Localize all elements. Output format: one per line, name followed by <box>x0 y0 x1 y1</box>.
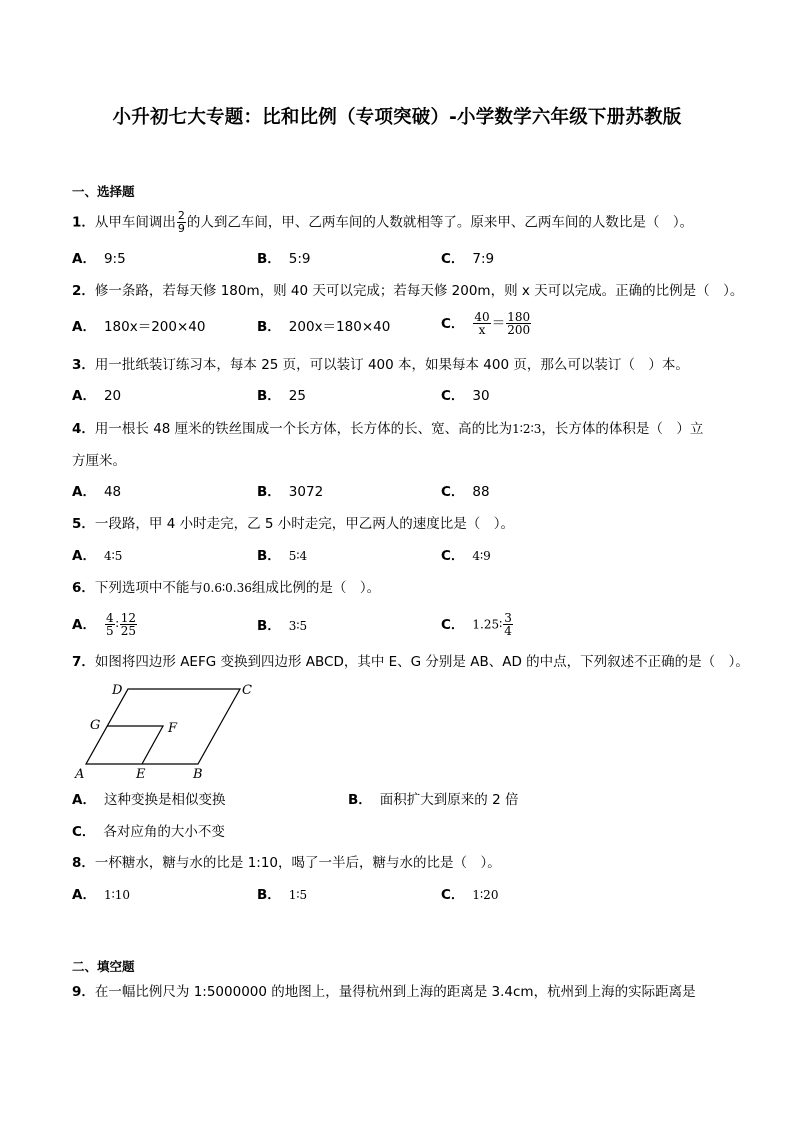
question-8 <box>72 853 501 873</box>
ratio: 1∶2∶3 <box>512 422 542 436</box>
option-text: 88 <box>472 484 490 500</box>
option-b[interactable] <box>257 482 323 502</box>
option-label: C． <box>441 548 465 564</box>
option-label: C． <box>441 388 465 404</box>
option-text: 面积扩大到原来的 2 倍 <box>379 792 519 808</box>
option-b[interactable] <box>257 249 311 269</box>
option-label: C． <box>441 251 465 267</box>
question-text: 一段路，甲 4 小时走完，乙 5 小时走完，甲乙两人的速度比是（ ）。 <box>94 516 514 532</box>
question-number: 9． <box>72 984 95 1000</box>
option-text: 4∶5 <box>103 549 123 563</box>
fraction-numerator: 40 <box>474 310 490 324</box>
option-a[interactable] <box>72 249 126 269</box>
option-text: 各对应角的大小不变 <box>103 824 225 840</box>
option-text: 这种变换是相似变换 <box>103 792 226 808</box>
option-label: A． <box>72 548 96 564</box>
question-text: 组成比例的是（ ）。 <box>251 580 381 596</box>
question-number: 3． <box>72 357 95 373</box>
option-text: 1∶5 <box>288 888 308 902</box>
question-text: 修一条路，若每天修 180m，则 40 天可以完成；若每天修 200m，则 x 天可以完成。正确的比例是（ ）。 <box>94 283 744 299</box>
question-4-continued: 方厘米。 <box>72 453 126 469</box>
option-c[interactable] <box>441 612 514 637</box>
option-label: C． <box>441 315 465 332</box>
option-b[interactable] <box>257 317 390 337</box>
fraction-numerator: 12 <box>120 611 136 625</box>
option-label: A． <box>72 484 96 500</box>
question-5 <box>72 514 514 534</box>
option-label: C． <box>72 824 96 840</box>
option-label: A． <box>72 319 96 335</box>
option-text: 5:9 <box>288 251 311 267</box>
question-text: 用一根长 48 厘米的铁丝围成一个长方体，长方体的长、宽、高的比为 <box>94 421 513 437</box>
option-c[interactable] <box>441 482 490 502</box>
fraction-denominator: 25 <box>120 624 136 638</box>
fraction-numerator: 4 <box>105 611 114 625</box>
option-label: A． <box>72 887 96 903</box>
vertex-label-f: F <box>168 721 178 736</box>
fraction-denominator: x <box>478 323 486 337</box>
option-label: B． <box>257 484 281 500</box>
option-text: 1∶10 <box>103 888 130 902</box>
question-number: 2． <box>72 283 95 299</box>
option-b[interactable] <box>348 790 518 810</box>
question-text: 从甲车间调出 <box>94 214 176 231</box>
vertex-label-g: G <box>90 718 101 733</box>
equals-sign: ＝ <box>491 315 506 332</box>
option-a[interactable] <box>72 317 205 337</box>
option-c[interactable] <box>72 822 225 842</box>
option-text: 48 <box>103 484 122 500</box>
option-text: 25 <box>288 388 306 404</box>
question-text: 如图将四边形 AEFG 变换到四边形 ABCD，其中 E、G 分别是 AB、AD 的中点，下列叙述不正确的是（ ）。 <box>94 654 749 670</box>
option-label: C． <box>441 887 465 903</box>
question-number: 1． <box>72 214 95 231</box>
option-label: B． <box>257 887 281 903</box>
question-text: 的人到乙车间，甲、乙两车间的人数就相等了。原来甲、乙两车间的人数比是（ ）。 <box>186 214 694 231</box>
fraction-denominator: 4 <box>504 624 512 638</box>
option-text: 180x＝200×40 <box>103 319 206 335</box>
question-number: 4． <box>72 421 95 437</box>
option-label: B． <box>257 388 281 404</box>
question-number: 6． <box>72 580 95 596</box>
option-text: 1.25∶ <box>472 617 503 632</box>
ratio-colon: ∶ <box>115 617 119 632</box>
option-label: A． <box>72 792 96 808</box>
vertex-label-c: C <box>242 683 252 698</box>
question-3 <box>72 355 689 375</box>
fraction <box>105 612 115 637</box>
option-a[interactable] <box>72 386 121 406</box>
section-heading-fill: 二、填空题 <box>72 959 135 974</box>
question-number: 5． <box>72 516 95 532</box>
option-label: C． <box>441 484 465 500</box>
quadrilateral-aefg <box>107 726 163 764</box>
option-c[interactable] <box>441 249 494 269</box>
option-a[interactable] <box>72 612 138 637</box>
option-text: 30 <box>472 388 490 404</box>
ratio: 0.6∶0.36 <box>202 581 252 595</box>
option-text: 5∶4 <box>288 549 308 563</box>
option-text: 9:5 <box>103 251 126 267</box>
option-c[interactable] <box>441 546 491 566</box>
fraction-numerator: 180 <box>507 310 531 324</box>
fraction <box>177 210 186 235</box>
parallelogram-diagram <box>72 678 272 783</box>
fraction-denominator: 9 <box>177 222 185 235</box>
question-number: 8． <box>72 855 95 871</box>
question-4 <box>72 419 703 439</box>
question-text: 一杯糖水，糖与水的比是 1:10，喝了一半后，糖与水的比是（ ）。 <box>94 855 501 871</box>
option-label: B． <box>257 251 281 267</box>
fraction-numerator: 3 <box>504 611 512 625</box>
option-label: B． <box>257 319 281 335</box>
option-text: 1∶20 <box>472 888 499 902</box>
question-2 <box>72 281 743 301</box>
question-number: 7． <box>72 654 95 670</box>
question-6 <box>72 578 380 598</box>
fraction-denominator: 200 <box>507 323 531 337</box>
vertex-label-e: E <box>136 767 146 782</box>
fraction-numerator: 2 <box>177 209 185 222</box>
option-label: A． <box>72 616 96 633</box>
vertex-label-a: A <box>75 767 85 782</box>
question-text: 用一批纸装订练习本，每本 25 页，可以装订 400 本，如果每本 400 页，那么可以装订（ ）本。 <box>94 357 689 373</box>
fraction <box>506 311 531 336</box>
option-text: 7:9 <box>472 251 495 267</box>
question-text: 下列选项中不能与 <box>94 580 203 596</box>
option-b[interactable] <box>257 616 307 636</box>
option-label: C． <box>441 616 465 633</box>
question-text: 在一幅比例尺为 1:5000000 的地图上，量得杭州到上海的距离是 3.4cm，杭州到上海的实际距离是 <box>94 984 696 1000</box>
fraction-denominator: 5 <box>105 624 114 638</box>
option-label: A． <box>72 251 96 267</box>
section-heading-choice: 一、选择题 <box>72 184 135 199</box>
option-text: 4∶9 <box>472 549 491 563</box>
option-b[interactable] <box>257 885 307 905</box>
question-7 <box>72 652 749 672</box>
option-text: 20 <box>103 388 122 404</box>
page-title: 小升初七大专题：比和比例（专项突破）-小学数学六年级下册苏教版 <box>112 107 682 128</box>
option-text: 200x＝180×40 <box>288 319 391 335</box>
vertex-label-b: B <box>193 767 203 782</box>
option-a[interactable] <box>72 482 121 502</box>
option-label: B． <box>257 548 281 564</box>
option-b[interactable] <box>257 386 306 406</box>
option-b[interactable] <box>257 546 307 566</box>
fraction <box>473 311 490 336</box>
option-label: B． <box>348 792 372 808</box>
option-label: B． <box>257 618 281 634</box>
fraction <box>120 612 137 637</box>
option-a[interactable] <box>72 546 122 566</box>
vertex-label-d: D <box>112 683 123 698</box>
fraction <box>503 612 513 637</box>
option-text: 3072 <box>288 484 324 500</box>
option-label: A． <box>72 388 96 404</box>
question-1 <box>72 210 693 235</box>
option-a[interactable] <box>72 885 130 905</box>
option-c[interactable] <box>441 885 498 905</box>
option-c[interactable] <box>441 386 490 406</box>
option-c[interactable] <box>441 311 532 336</box>
question-9 <box>72 982 696 1002</box>
option-a[interactable] <box>72 790 225 810</box>
option-text: 3∶5 <box>288 619 308 633</box>
question-text: ，长方体的体积是（ ）立 <box>541 421 704 437</box>
